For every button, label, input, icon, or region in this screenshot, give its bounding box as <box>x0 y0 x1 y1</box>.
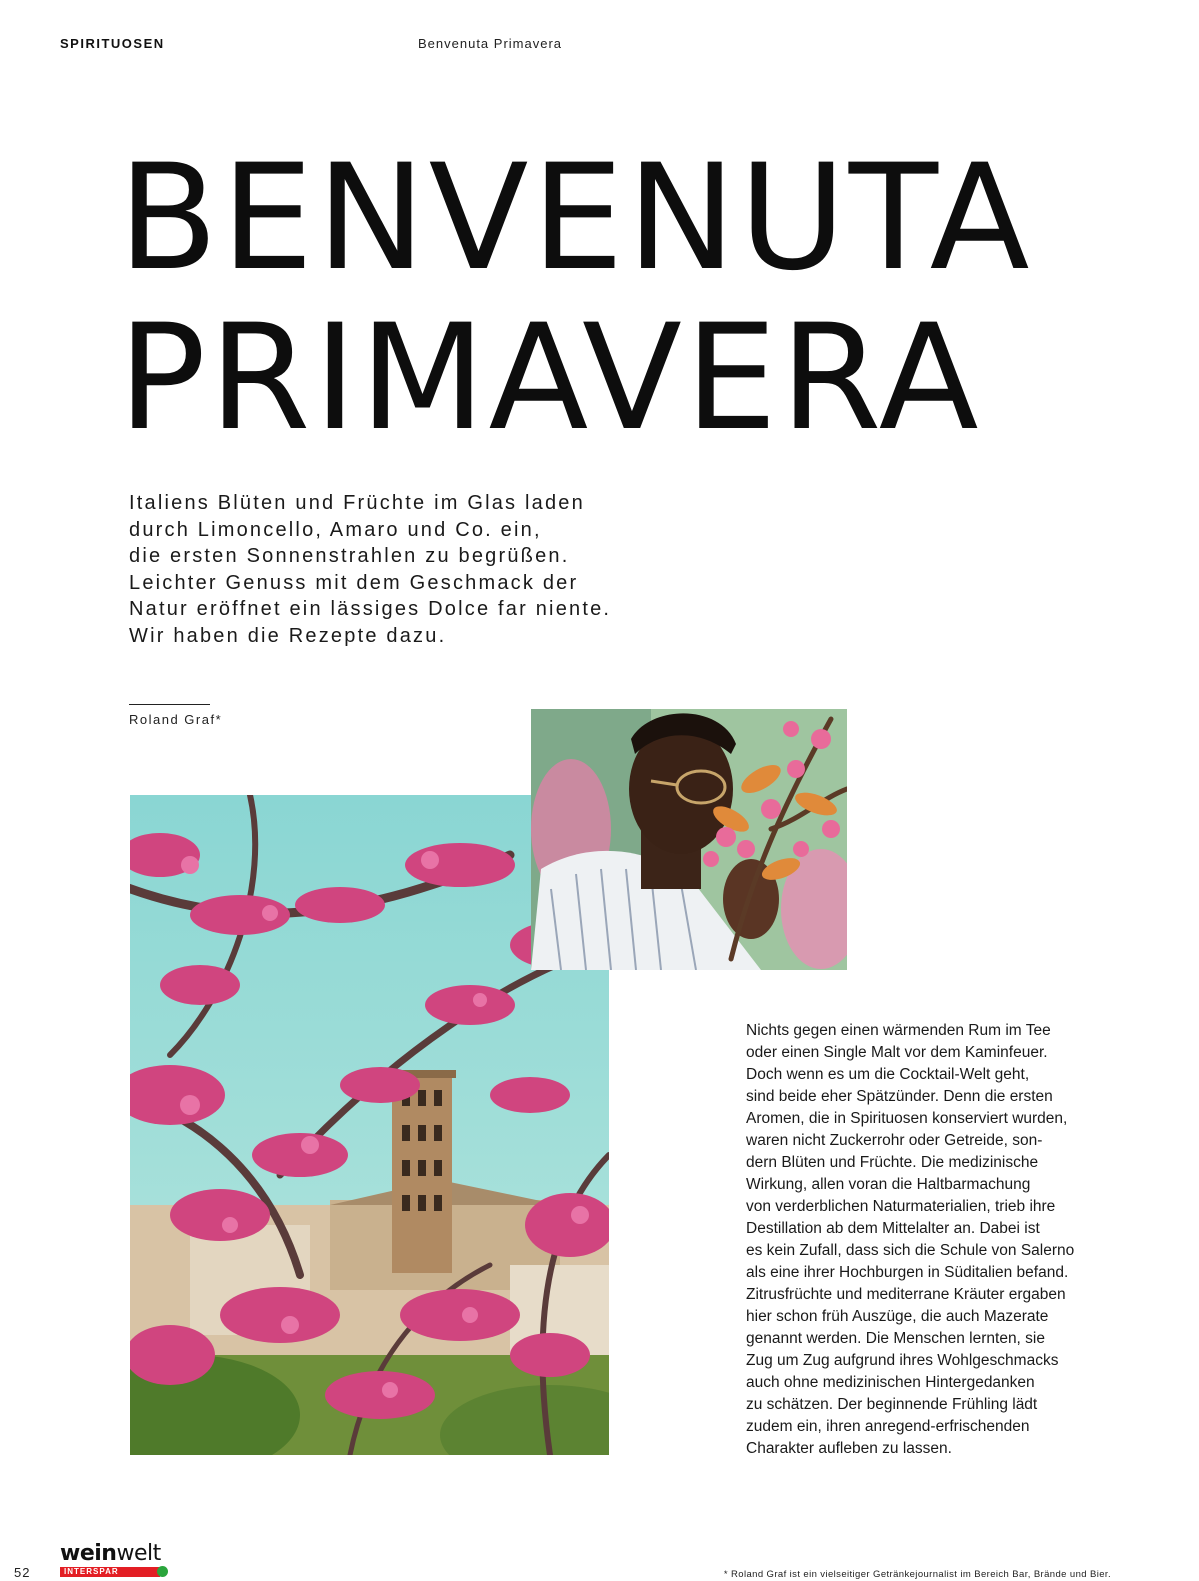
body-line: auch ohne medizinischen Hintergedanken <box>746 1374 1035 1391</box>
body-line: Zitrusfrüchte und mediterrane Kräuter ergaben <box>746 1286 1066 1303</box>
body-line: Wirkung, allen voran die Haltbarmachung <box>746 1176 1031 1193</box>
page-number: 52 <box>14 1565 31 1580</box>
intro-line: durch Limoncello, Amaro und Co. ein, <box>129 518 542 541</box>
intro-line: Wir haben die Rezepte dazu. <box>129 624 447 647</box>
body-line: zudem ein, ihren anregend-erfrischenden <box>746 1418 1030 1435</box>
author-rule <box>129 704 210 705</box>
body-line: Zug um Zug aufgrund ihres Wohlgeschmacks <box>746 1352 1059 1369</box>
intro-line: die ersten Sonnenstrahlen zu begrüßen. <box>129 545 570 568</box>
logo-wordmark <box>60 1543 170 1565</box>
section-label: SPIRITUOSEN <box>60 36 165 51</box>
intro-paragraph <box>129 490 669 650</box>
body-line: Destillation ab dem Mittelalter an. Dabei ist <box>746 1220 1040 1237</box>
logo-sub: INTERSPAR <box>64 1567 119 1576</box>
body-line: sind beide eher Spätzünder. Denn die ersten <box>746 1088 1053 1105</box>
body-line: zu schätzen. Der beginnende Frühling lädt <box>746 1396 1038 1413</box>
author-byline: Roland Graf* <box>129 712 223 727</box>
body-line: hier schon früh Auszüge, die auch Mazerate <box>746 1308 1049 1325</box>
logo-word-regular: welt <box>116 1541 161 1566</box>
body-line: Doch wenn es um die Cocktail-Welt geht, <box>746 1066 1030 1083</box>
intro-line: Leichter Genuss mit dem Geschmack der <box>129 571 579 594</box>
running-title: Benvenuta Primavera <box>418 36 563 51</box>
photo-man-smelling-blossoms <box>531 709 847 970</box>
body-line: waren nicht Zuckerrohr oder Getreide, son- <box>746 1132 1043 1149</box>
body-line: dern Blüten und Früchte. Die medizinische <box>746 1154 1039 1171</box>
headline-line-2: PRIMAVERA <box>118 293 982 463</box>
logo-interspar-bar <box>60 1567 160 1577</box>
body-line: von verderblichen Naturmaterialien, trieb ihre <box>746 1198 1056 1215</box>
intro-line: Italiens Blüten und Früchte im Glas laden <box>129 492 585 514</box>
logo-dot-icon <box>157 1566 168 1577</box>
body-line: als eine ihrer Hochburgen in Süditalien befand. <box>746 1264 1069 1281</box>
weinwelt-logo <box>60 1543 170 1581</box>
headline <box>118 133 1168 463</box>
body-line: oder einen Single Malt vor dem Kaminfeuer. <box>746 1044 1048 1061</box>
footnote: * Roland Graf ist ein vielseitiger Getränkejournalist im Bereich Bar, Brände und Bier. <box>723 1569 1111 1580</box>
body-line: Aromen, die in Spirituosen konserviert wurden, <box>746 1110 1068 1127</box>
body-line: Charakter aufleben zu lassen. <box>746 1440 952 1457</box>
logo-word-bold: wein <box>60 1541 117 1566</box>
body-line: Nichts gegen einen wärmenden Rum im Tee <box>746 1022 1051 1039</box>
body-line: es kein Zufall, dass sich die Schule von Salerno <box>746 1242 1075 1259</box>
intro-line: Natur eröffnet ein lässiges Dolce far niente. <box>129 598 612 621</box>
body-paragraph <box>746 1020 1146 1460</box>
headline-line-1: BENVENUTA <box>118 133 1033 303</box>
body-line: genannt werden. Die Menschen lernten, sie <box>746 1330 1045 1347</box>
